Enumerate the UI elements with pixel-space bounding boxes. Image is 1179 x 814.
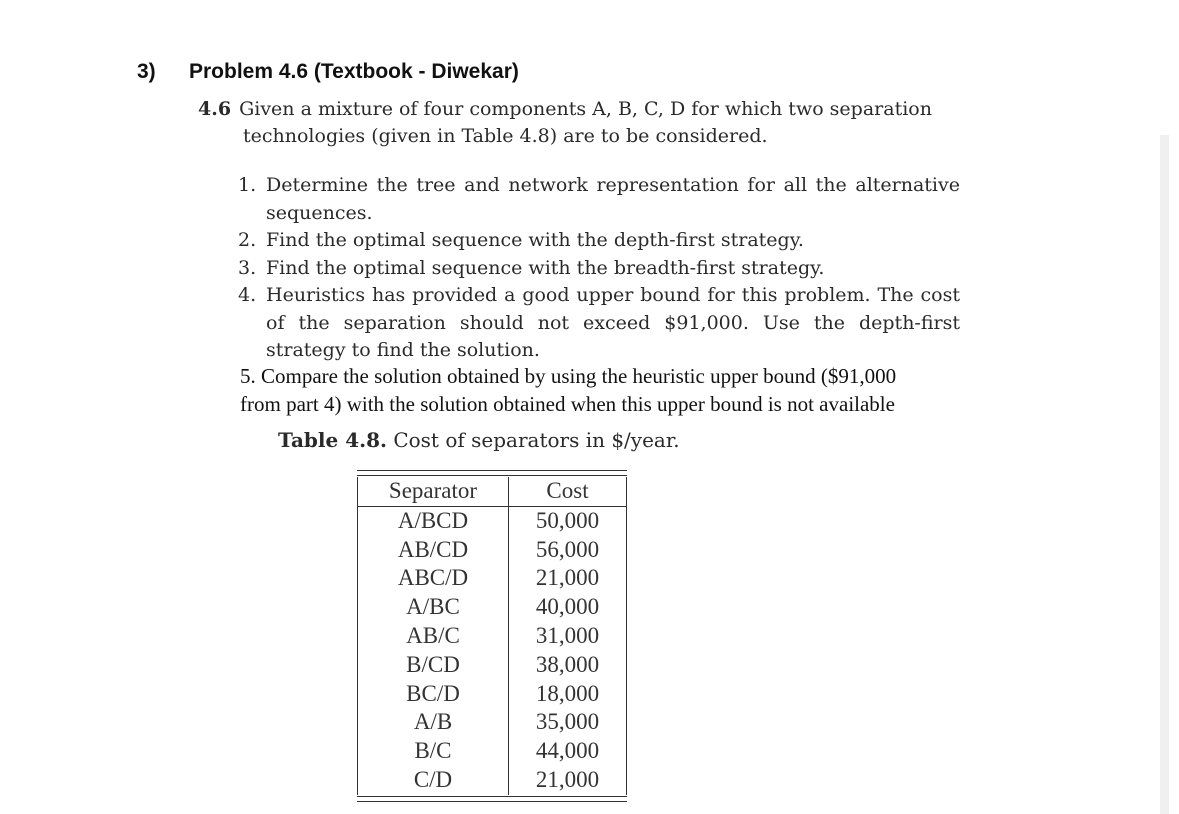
- task-number: 4.: [238, 284, 257, 306]
- problem-intro: [198, 96, 963, 150]
- task-item: [238, 227, 960, 255]
- table-label: Table 4.8.: [278, 428, 387, 452]
- separator-cell: AB/C: [358, 622, 509, 651]
- cost-cell: 21,000: [509, 564, 627, 593]
- table-row: [358, 766, 627, 795]
- cost-cell: 18,000: [509, 680, 627, 709]
- cost-cell: 40,000: [509, 593, 627, 622]
- exercise-number: 4.6: [198, 98, 232, 120]
- task-5-line-2: from part 4) with the solution obtained when this upper bound is not available: [240, 392, 895, 416]
- table-row: [358, 737, 627, 766]
- table-row: [358, 651, 627, 680]
- table-header-row: [358, 477, 627, 506]
- cost-cell: 38,000: [509, 651, 627, 680]
- cost-cell: 50,000: [509, 506, 627, 535]
- problem-title: Problem 4.6 (Textbook - Diwekar): [189, 60, 519, 83]
- intro-line-1: Given a mixture of four components A, B, C, D for which two separation: [239, 98, 932, 120]
- cost-cell: 56,000: [509, 536, 627, 565]
- problem-number: 3): [137, 60, 156, 83]
- scrollbar-track[interactable]: [1160, 135, 1169, 814]
- separator-cell: B/CD: [358, 651, 509, 680]
- table-row: [358, 506, 627, 535]
- task-text: Find the optimal sequence with the depth-first strategy.: [266, 229, 804, 251]
- task-number: 3.: [238, 256, 257, 279]
- table-row: [358, 622, 627, 651]
- table-caption: [278, 428, 680, 452]
- column-header-cost: Cost: [509, 477, 627, 506]
- task-item: [238, 282, 960, 365]
- separator-cell: A/BCD: [358, 506, 509, 535]
- cost-cell: 35,000: [509, 708, 627, 737]
- separator-cost-table: [357, 477, 627, 795]
- cost-cell: 44,000: [509, 737, 627, 766]
- column-header-separator: Separator: [358, 477, 509, 506]
- separator-cell: B/C: [358, 737, 509, 766]
- task-item: [238, 255, 960, 283]
- separator-cell: AB/CD: [358, 536, 509, 565]
- table-row: [358, 680, 627, 709]
- separator-cell: ABC/D: [358, 564, 509, 593]
- task-text: Find the optimal sequence with the breadth-first strategy.: [266, 256, 825, 279]
- task-item-5: [240, 362, 965, 418]
- table-caption-text: Cost of separators in $/year.: [393, 428, 680, 452]
- separator-cell: A/BC: [358, 593, 509, 622]
- cost-cell: 31,000: [509, 622, 627, 651]
- table-row: [358, 564, 627, 593]
- table-row: [358, 536, 627, 565]
- task-item: [238, 172, 960, 227]
- cost-cell: 21,000: [509, 766, 627, 795]
- separator-cell: BC/D: [358, 680, 509, 709]
- intro-line-2: technologies (given in Table 4.8) are to be considered.: [243, 125, 768, 147]
- task-number: 1.: [238, 174, 257, 196]
- problem-header: [137, 60, 519, 84]
- table-top-rule: [357, 470, 627, 471]
- task-number: 2.: [238, 229, 257, 251]
- table-bottom-rule-inner: [357, 796, 627, 797]
- table-top-rule-inner: [357, 475, 627, 476]
- table-bottom-rule: [357, 801, 627, 802]
- task-list: [238, 172, 960, 365]
- task-text: Heuristics has provided a good upper bound for this problem. The cost of the separation should not exceed $91,000. Use the depth-first strategy to find the solution.: [266, 284, 960, 361]
- separator-cell: C/D: [358, 766, 509, 795]
- task-5-line-1: 5. Compare the solution obtained by using the heuristic upper bound ($91,000: [240, 364, 897, 388]
- separator-cell: A/B: [358, 708, 509, 737]
- table-row: [358, 593, 627, 622]
- task-text: Determine the tree and network representation for all the alternative sequences.: [266, 174, 960, 224]
- table-row: [358, 708, 627, 737]
